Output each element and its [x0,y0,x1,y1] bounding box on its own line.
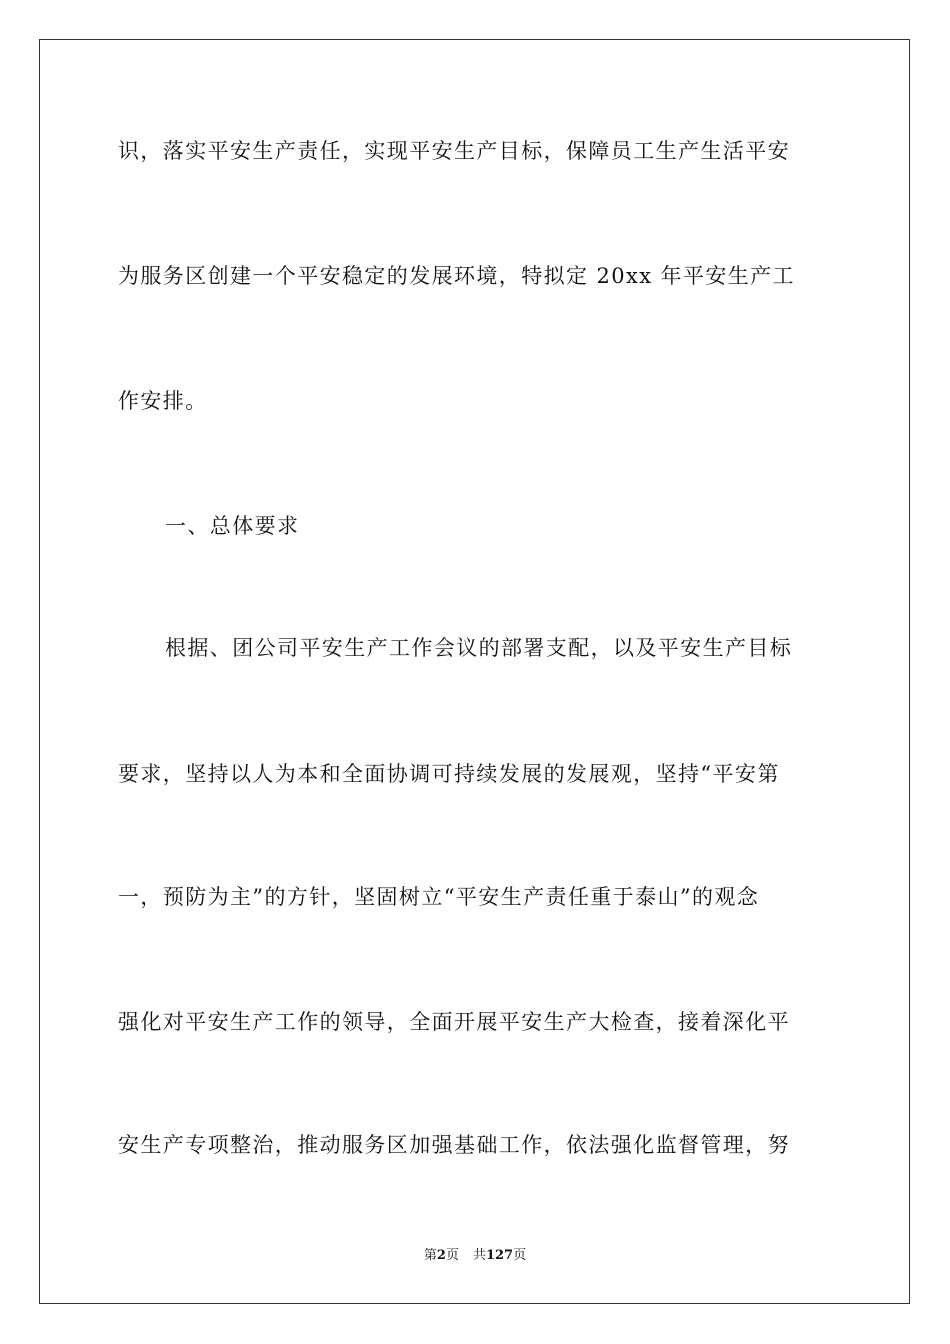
body-line-2: 为服务区创建一个平安稳定的发展环境，特拟定 20xx 年平安生产工 [118,264,795,288]
total-suffix: 页 [513,1248,527,1263]
body-line-7: 一，预防为主”的方针，坚固树立“平安生产责任重于泰山”的观念 [118,885,760,909]
body-line-3: 作安排。 [118,389,208,413]
page-footer [0,1247,950,1265]
page-number: 2 [436,1248,446,1263]
body-line-6: 要求，坚持以人为本和全面协调可持续发展的发展观，坚持“平安第 [118,762,780,786]
body-line-1: 识，落实平安生产责任，实现平安生产目标，保障员工生产生活平安 [118,139,790,163]
total-prefix: 共 [472,1248,486,1263]
page-prefix: 第 [423,1248,437,1263]
page-border [39,39,910,1304]
body-line-8: 强化对平安生产工作的领导，全面开展平安生产大检查，接着深化平 [118,1010,790,1034]
body-line-9: 安生产专项整治，推动服务区加强基础工作，依法强化监督管理，努 [118,1133,790,1157]
body-line-5: 根据、团公司平安生产工作会议的部署支配，以及平安生产目标 [165,636,793,660]
section-heading: 一、总体要求 [165,514,300,538]
page-suffix: 页 [445,1248,459,1263]
total-pages: 127 [485,1248,514,1263]
